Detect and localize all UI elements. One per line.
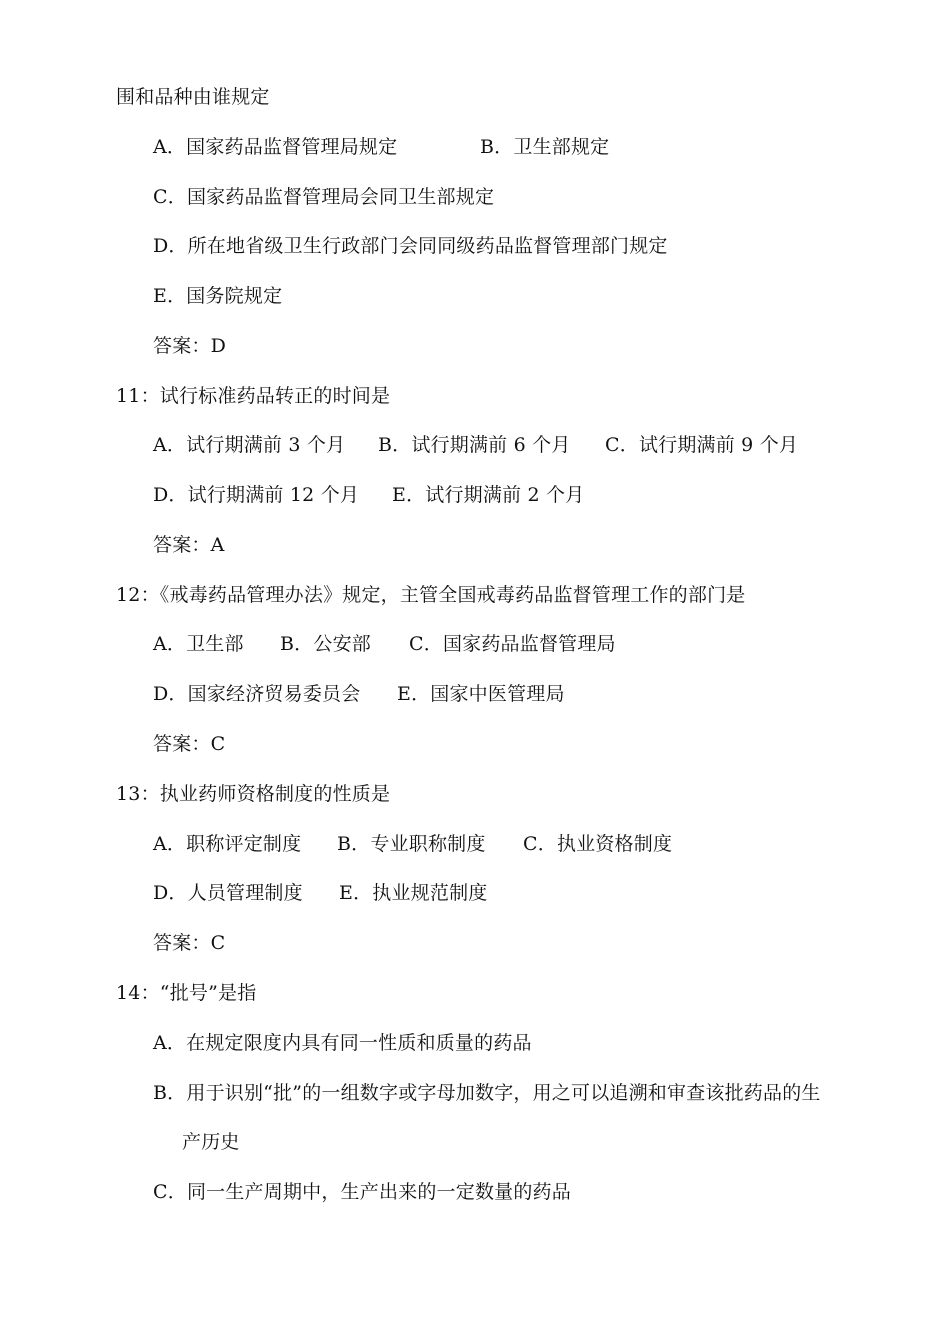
option-d: D．国家经济贸易委员会 [153, 683, 361, 705]
question-text: 围和品种由谁规定 [116, 86, 270, 108]
answer-text: 答案：C [153, 733, 226, 755]
option-a: A．国家药品监督管理局规定 [153, 136, 398, 158]
option-c: C．国家药品监督管理局会同卫生部规定 [153, 186, 495, 208]
option-row [153, 629, 673, 659]
option-e: E．执业规范制度 [339, 882, 488, 904]
answer-text: 答案：D [153, 335, 227, 357]
option-d: D．所在地省级卫生行政部门会同同级药品监督管理部门规定 [153, 235, 668, 257]
option-b: B．试行期满前 6 个月 [378, 434, 571, 456]
option-a: A．职称评定制度 [153, 833, 302, 855]
question-11: 11：试行标准药品转正的时间是 [116, 385, 391, 407]
option-row [153, 430, 833, 460]
option-b: B．公安部 [280, 633, 371, 655]
option-e: E．国家中医管理局 [397, 683, 565, 705]
option-c: C．试行期满前 9 个月 [605, 434, 799, 456]
option-a: A．卫生部 [153, 633, 244, 655]
option-e: E．国务院规定 [153, 285, 283, 307]
option-c: C．执业资格制度 [523, 833, 673, 855]
option-d: D．试行期满前 12 个月 [153, 484, 360, 506]
option-b-continuation: 产历史 [182, 1131, 240, 1153]
answer-text: 答案：C [153, 932, 226, 954]
question-12: 12：《戒毒药品管理办法》规定，主管全国戒毒药品监督管理工作的部门是 [116, 584, 746, 606]
option-a: A．试行期满前 3 个月 [153, 434, 346, 456]
option-b: B．用于识别“批”的一组数字或字母加数字，用之可以追溯和审查该批药品的生 [153, 1082, 821, 1104]
option-a: A．在规定限度内具有同一性质和质量的药品 [153, 1032, 532, 1054]
question-13: 13：执业药师资格制度的性质是 [116, 783, 391, 805]
answer-text: 答案：A [153, 534, 225, 556]
option-c: C．同一生产周期中，生产出来的一定数量的药品 [153, 1181, 571, 1203]
option-c: C．国家药品监督管理局 [409, 633, 616, 655]
option-row [153, 132, 793, 162]
option-row [153, 878, 573, 908]
option-row [153, 829, 713, 859]
option-d: D．人员管理制度 [153, 882, 303, 904]
option-b: B．卫生部规定 [480, 136, 610, 158]
question-14: 14：“批号”是指 [116, 982, 257, 1004]
option-row [153, 679, 673, 709]
option-b: B．专业职称制度 [337, 833, 486, 855]
option-row [153, 480, 673, 510]
option-e: E．试行期满前 2 个月 [392, 484, 585, 506]
